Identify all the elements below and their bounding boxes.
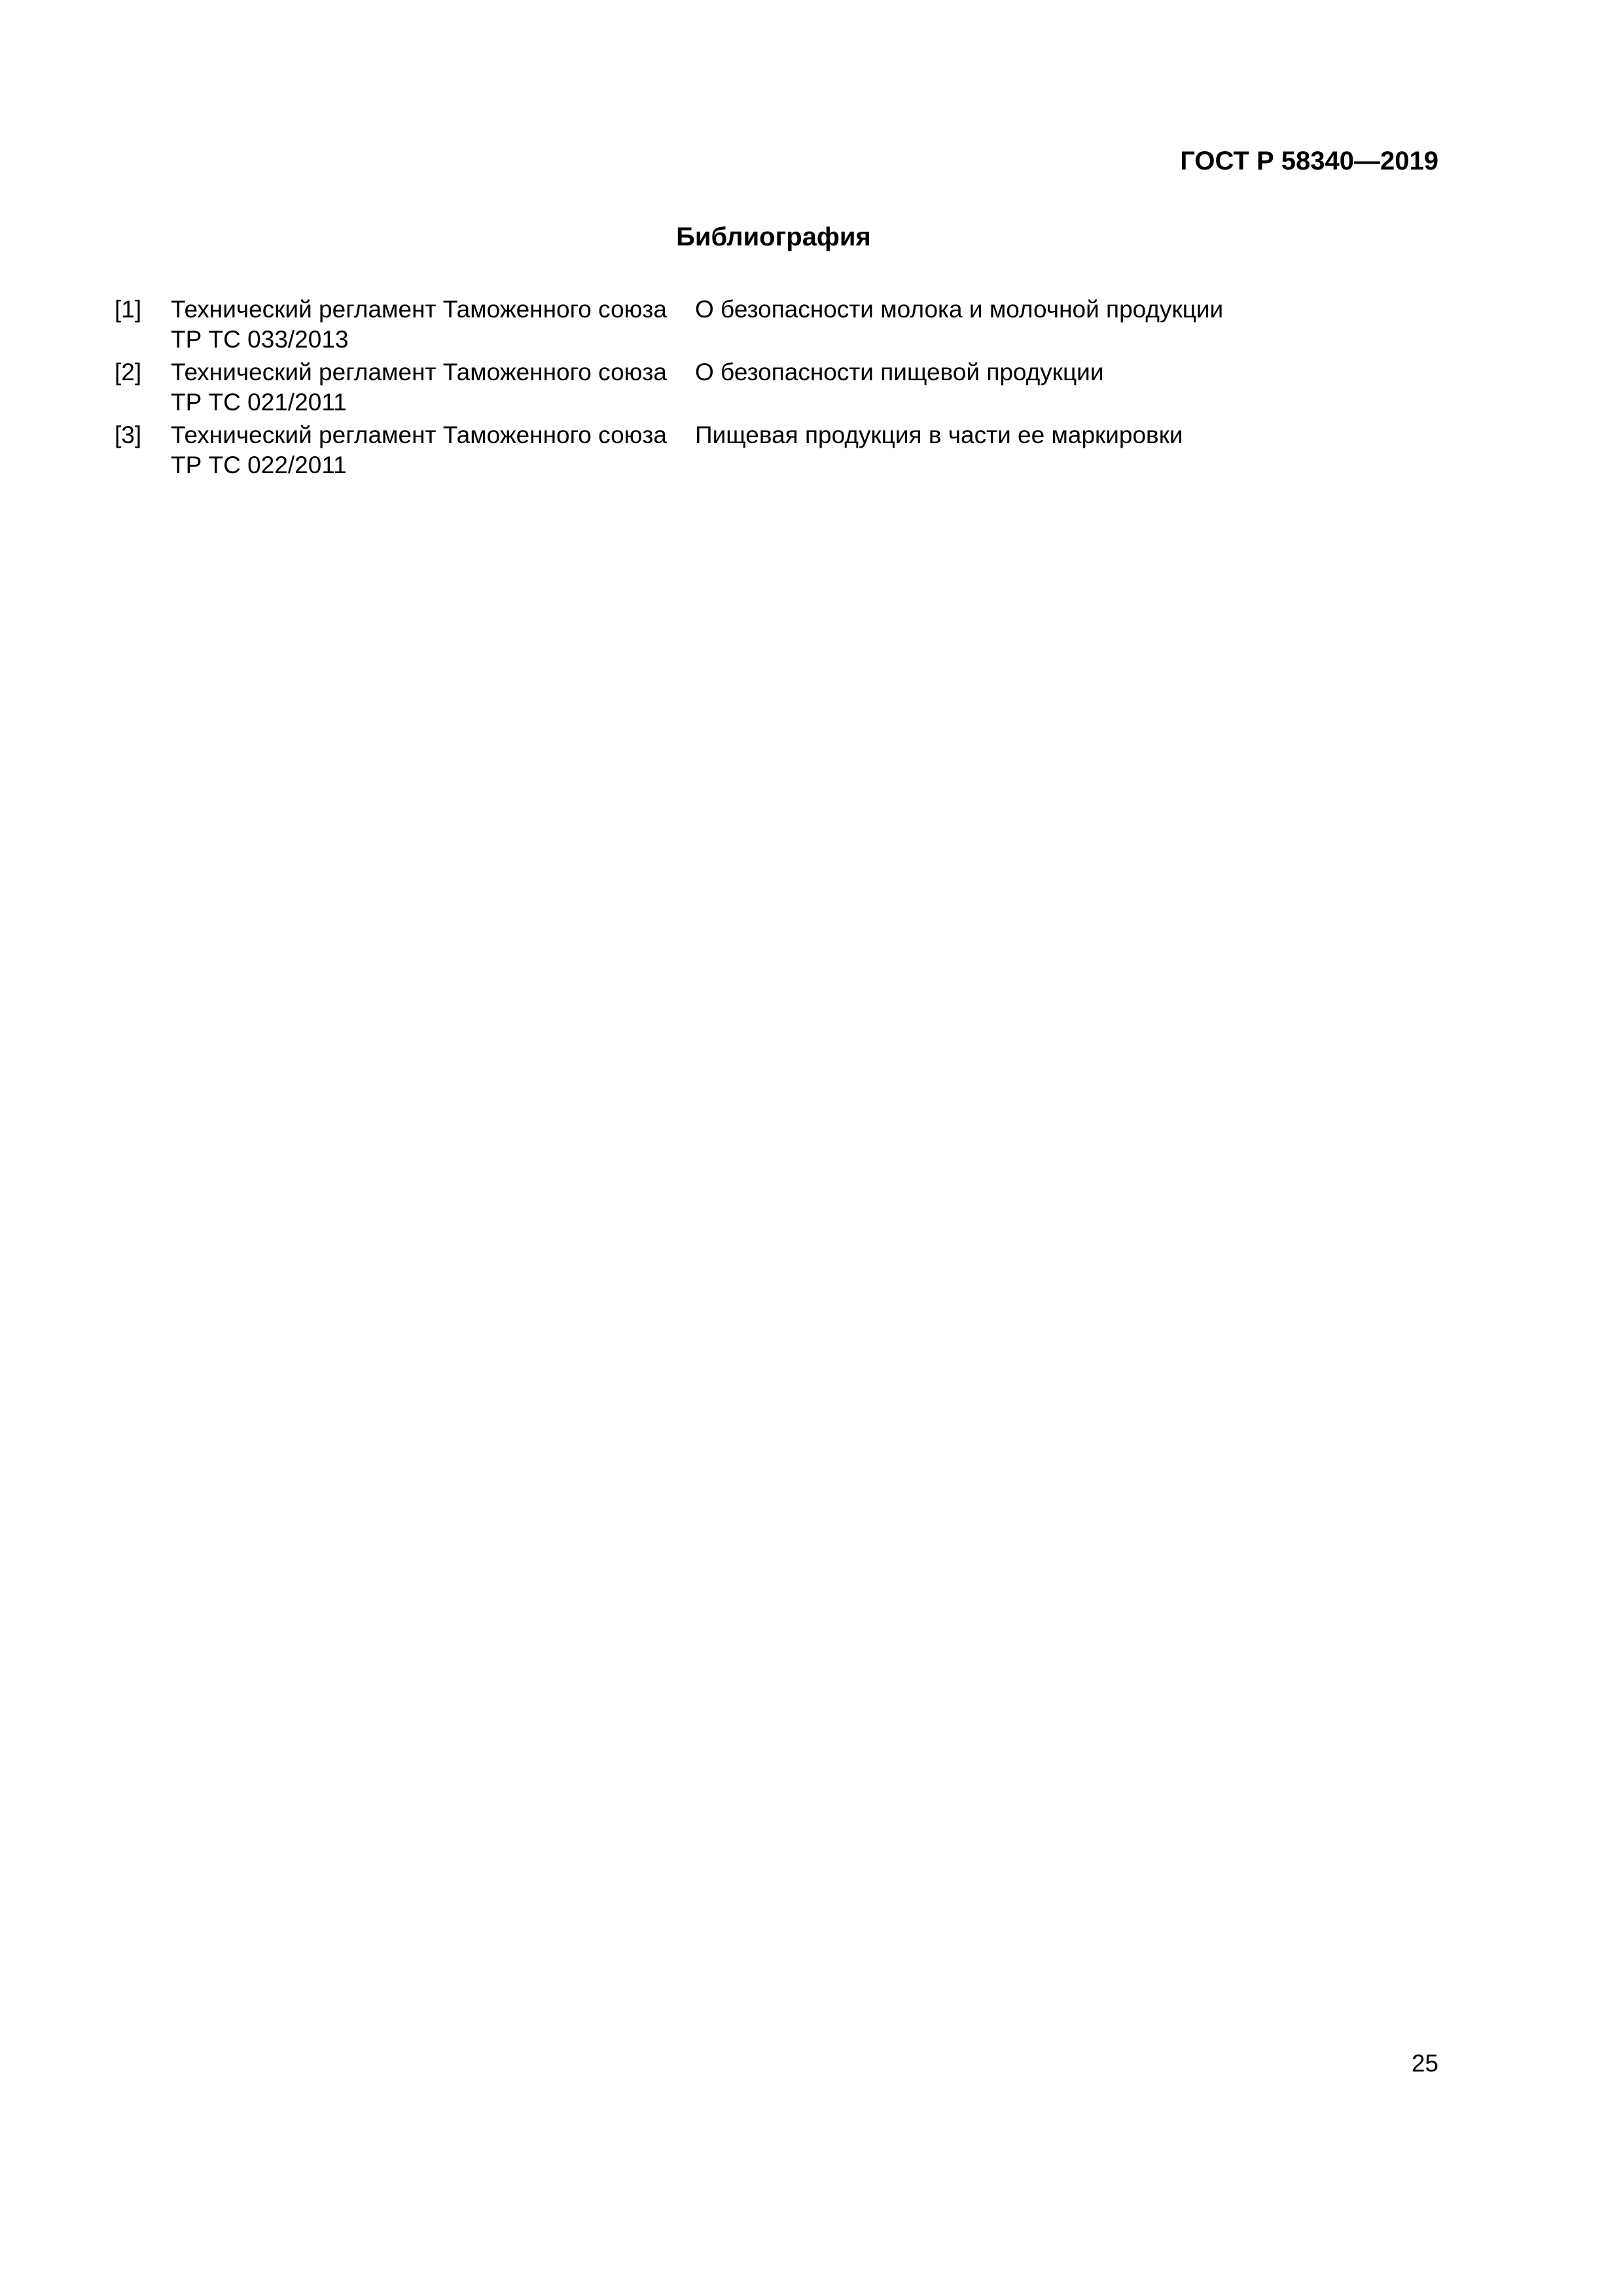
bibliography-entry [115,295,1456,357]
entry-document-name: Технический регламент Таможенного союза [171,359,667,386]
page-number: 25 [1411,2050,1438,2077]
entry-number: [1] [115,296,142,323]
entry-document-code: ТР ТС 021/2011 [171,389,347,416]
entry-number: [2] [115,359,142,386]
entry-title: О безопасности молока и молочной продукции [695,296,1224,323]
document-standard-id: ГОСТ Р 58340—2019 [1180,147,1438,175]
entry-document-name: Технический регламент Таможенного союза [171,422,667,448]
entry-document-code: ТР ТС 022/2011 [171,452,347,478]
section-title: Библиография [676,223,871,251]
entry-title: Пищевая продукция в части ее маркировки [695,422,1183,448]
bibliography-entry [115,420,1456,483]
entry-number: [3] [115,422,142,448]
entry-document-code: ТР ТС 033/2013 [171,326,349,353]
entry-document-name: Технический регламент Таможенного союза [171,296,667,323]
entry-title: О безопасности пищевой продукции [695,359,1104,386]
bibliography-entry [115,357,1456,420]
bibliography-list [115,295,1456,483]
